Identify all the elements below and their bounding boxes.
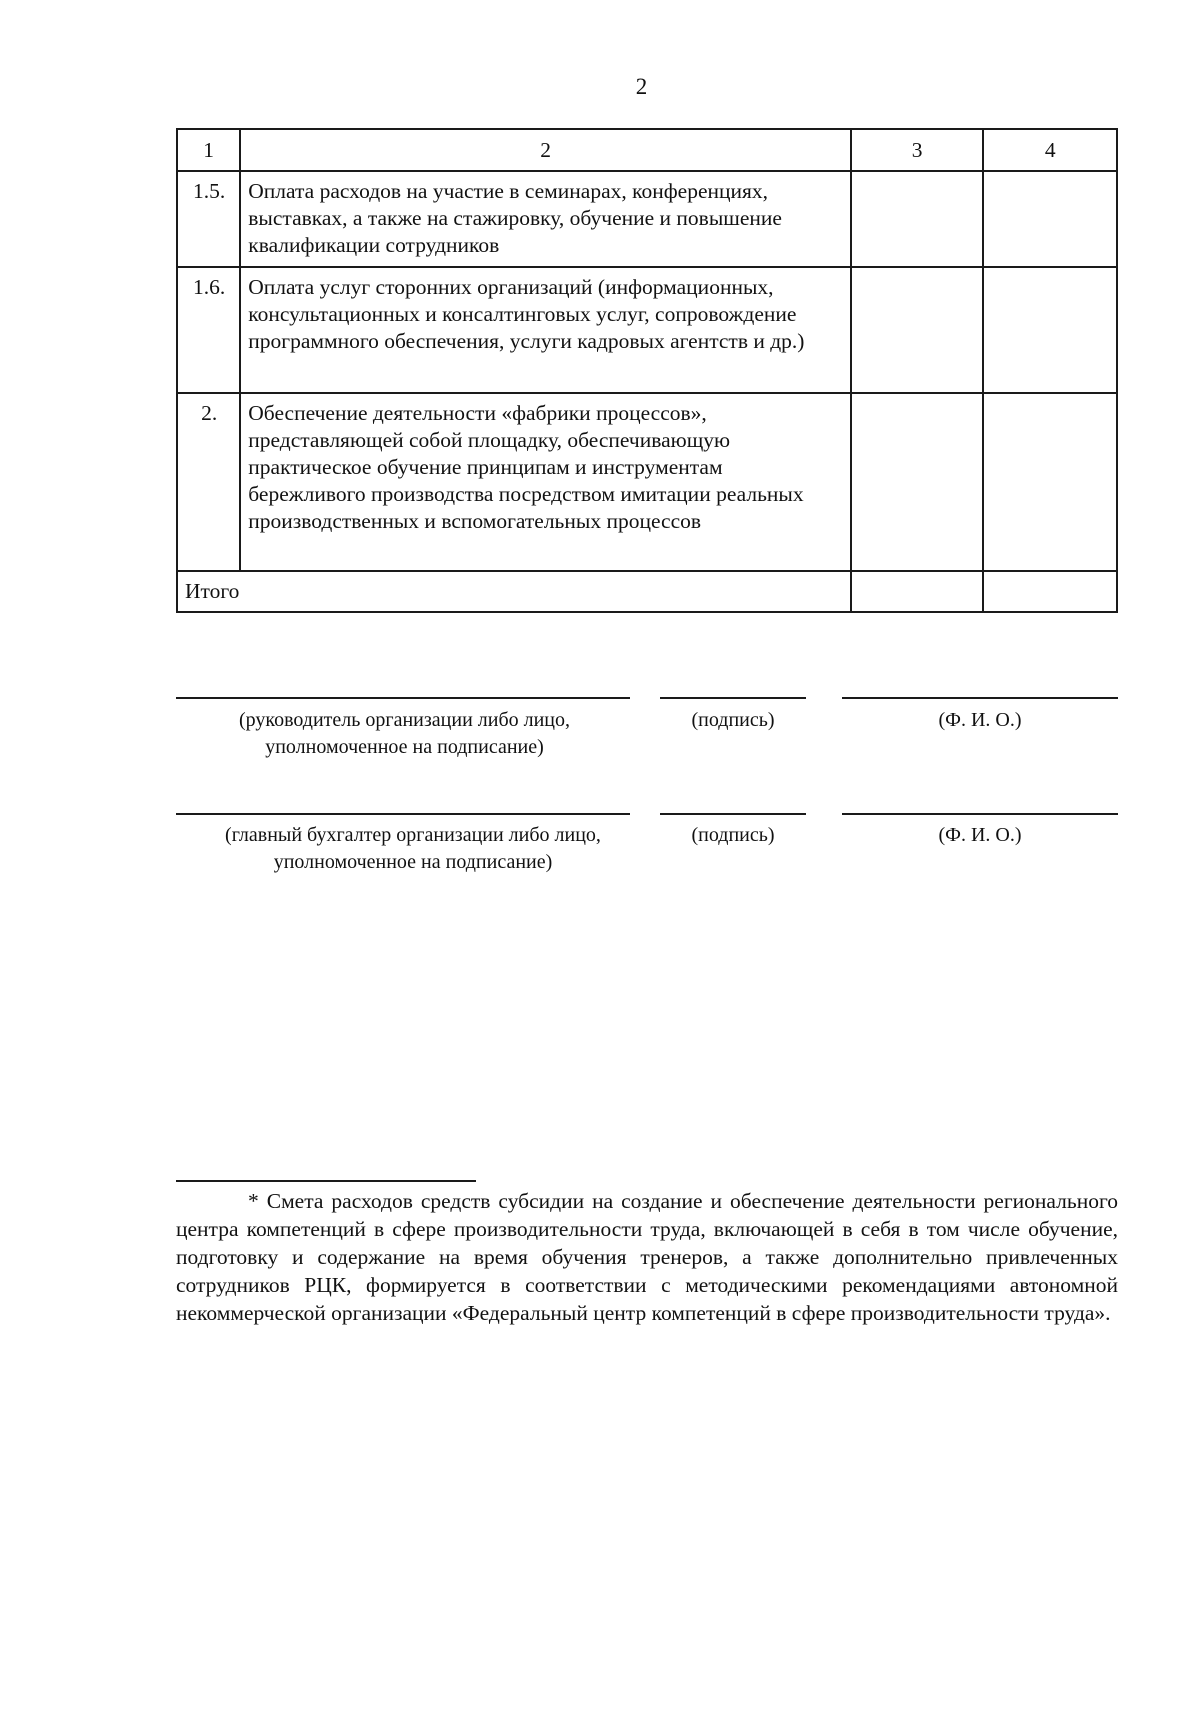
signature-caption: (подпись) xyxy=(691,709,775,731)
total-row xyxy=(177,571,1117,612)
header-cell: 2 xyxy=(240,129,851,171)
total-label: Итого xyxy=(177,571,851,612)
header-cell: 1 xyxy=(177,129,240,171)
signatory-role-caption: (руководитель организации либо лицо, уполномоченное на подписание) xyxy=(238,709,571,758)
full-name-caption: (Ф. И. О.) xyxy=(938,709,1022,731)
signature-line-name xyxy=(842,697,1118,699)
table-header-row xyxy=(177,129,1117,171)
expense-table xyxy=(176,128,1118,613)
table-row xyxy=(177,171,1117,267)
signature-line-name xyxy=(842,813,1118,815)
full-name-caption: (Ф. И. О.) xyxy=(938,824,1022,846)
footnote-separator xyxy=(176,1180,476,1182)
row-cell-4 xyxy=(983,393,1117,571)
signature-line-role xyxy=(176,813,630,815)
row-number: 1.6. xyxy=(177,267,240,393)
table-row xyxy=(177,267,1117,393)
row-description: Оплата услуг сторонних организаций (информационных, консультационных и консалтинговых услуг, сопровождение программного обеспечения, услуги кадровых агентств и др.) xyxy=(240,267,851,393)
total-cell-3 xyxy=(851,571,984,612)
signature-line-signature xyxy=(660,813,806,815)
signature-line-role xyxy=(176,697,630,699)
row-cell-4 xyxy=(983,267,1117,393)
signature-caption: (подпись) xyxy=(691,824,775,846)
row-cell-3 xyxy=(851,393,984,571)
row-number: 1.5. xyxy=(177,171,240,267)
row-cell-4 xyxy=(983,171,1117,267)
header-cell: 4 xyxy=(983,129,1117,171)
signatory-role-caption: (главный бухгалтер организации либо лицо, уполномоченное на подписание) xyxy=(225,824,601,873)
row-description: Обеспечение деятельности «фабрики процессов», представляющей собой площадку, обеспечивающую практическое обучение принципам и инструментам бережливого производства посредством имитации реальных производственных и вспомогательных процессов xyxy=(240,393,851,571)
total-cell-4 xyxy=(983,571,1117,612)
row-description: Оплата расходов на участие в семинарах, конференциях, выставках, а также на стажировку, обучение и повышение квалификации сотрудников xyxy=(240,171,851,267)
row-cell-3 xyxy=(851,267,984,393)
row-cell-3 xyxy=(851,171,984,267)
header-cell: 3 xyxy=(851,129,984,171)
signature-line-signature xyxy=(660,697,806,699)
page-number: 2 xyxy=(635,74,648,99)
row-number: 2. xyxy=(177,393,240,571)
footnote-text: * Смета расходов средств субсидии на создание и обеспечение деятельности регионального центра компетенций в сфере производительности труда, включающей в себя в том числе обучение, подготовку и содержание на время обучения тренеров, а также дополнительно привлеченных сотрудников РЦК, формируется в соответствии с методическими рекомендациями автономной некоммерческой организации «Федеральный центр компетенций в сфере производительности труда». xyxy=(176,1189,1118,1325)
table-row xyxy=(177,393,1117,571)
